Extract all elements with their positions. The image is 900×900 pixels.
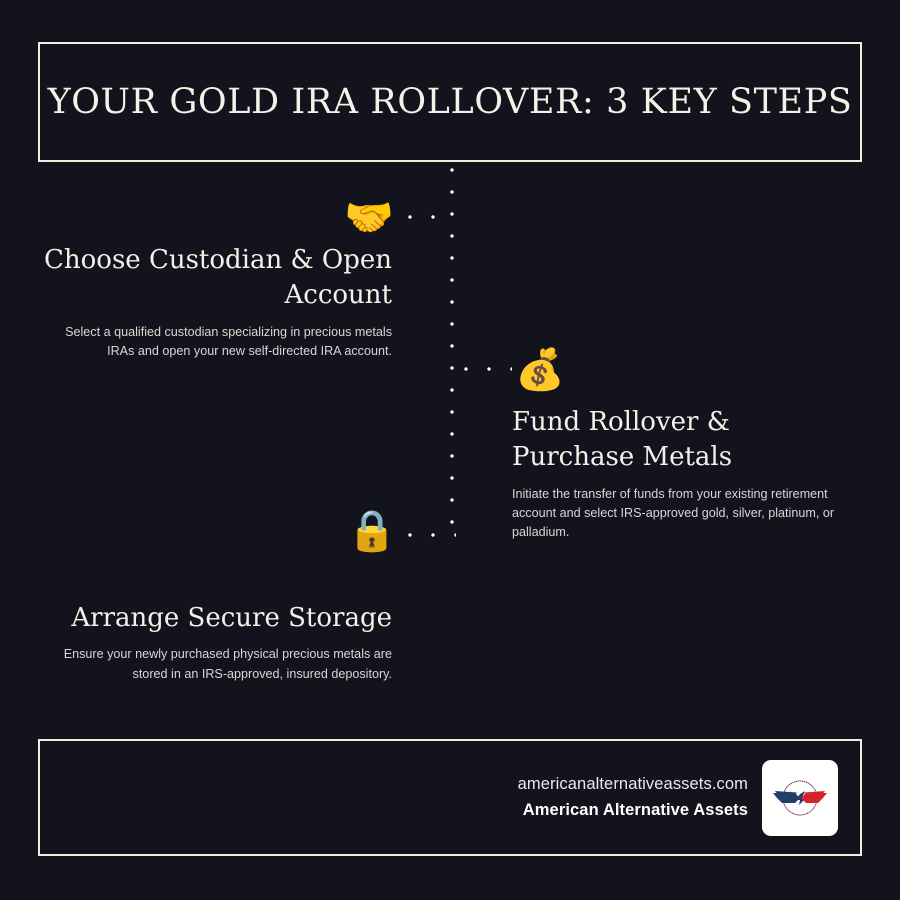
step-1-body: Select a qualified custodian specializing in precious metals IRAs and open your new self-directed IRA account.: [65, 324, 392, 358]
dotted-branch-step-1: [408, 215, 454, 219]
footer-banner: [38, 739, 862, 856]
american-alternative-assets-eagle-logo: [769, 767, 831, 829]
step-2-heading: Fund Rollover & Purchase Metals: [512, 407, 733, 473]
step-1: [40, 243, 392, 361]
title-banner: [38, 42, 862, 162]
step-3: [40, 601, 392, 684]
step-3-body: Ensure your newly purchased physical precious metals are stored in an IRS-approved, insured depository.: [63, 647, 392, 681]
handshake-icon: 🤝: [344, 195, 394, 241]
website-url[interactable]: americanalternativeassets.com: [517, 775, 748, 793]
step-2-body: Initiate the transfer of funds from your existing retirement account and select IRS-approved gold, silver, platinum, or palladium.: [512, 486, 835, 539]
dotted-vertical-connector: [450, 168, 454, 542]
step-2: [512, 405, 848, 542]
step-1-heading: Choose Custodian & Open Account: [44, 245, 392, 311]
dotted-branch-step-3: [408, 533, 456, 537]
brand-logo-tile: [762, 760, 838, 836]
dotted-branch-step-2: [464, 367, 512, 371]
page-title: YOUR GOLD IRA ROLLOVER: 3 KEY STEPS: [47, 81, 853, 122]
footer-content: [518, 741, 838, 854]
money-bag-icon: 💰: [515, 347, 565, 393]
brand-name: American Alternative Assets: [522, 801, 748, 819]
footer-text-group: [518, 775, 748, 820]
padlock-icon: 🔒: [347, 508, 397, 554]
step-3-heading: Arrange Secure Storage: [71, 603, 392, 633]
